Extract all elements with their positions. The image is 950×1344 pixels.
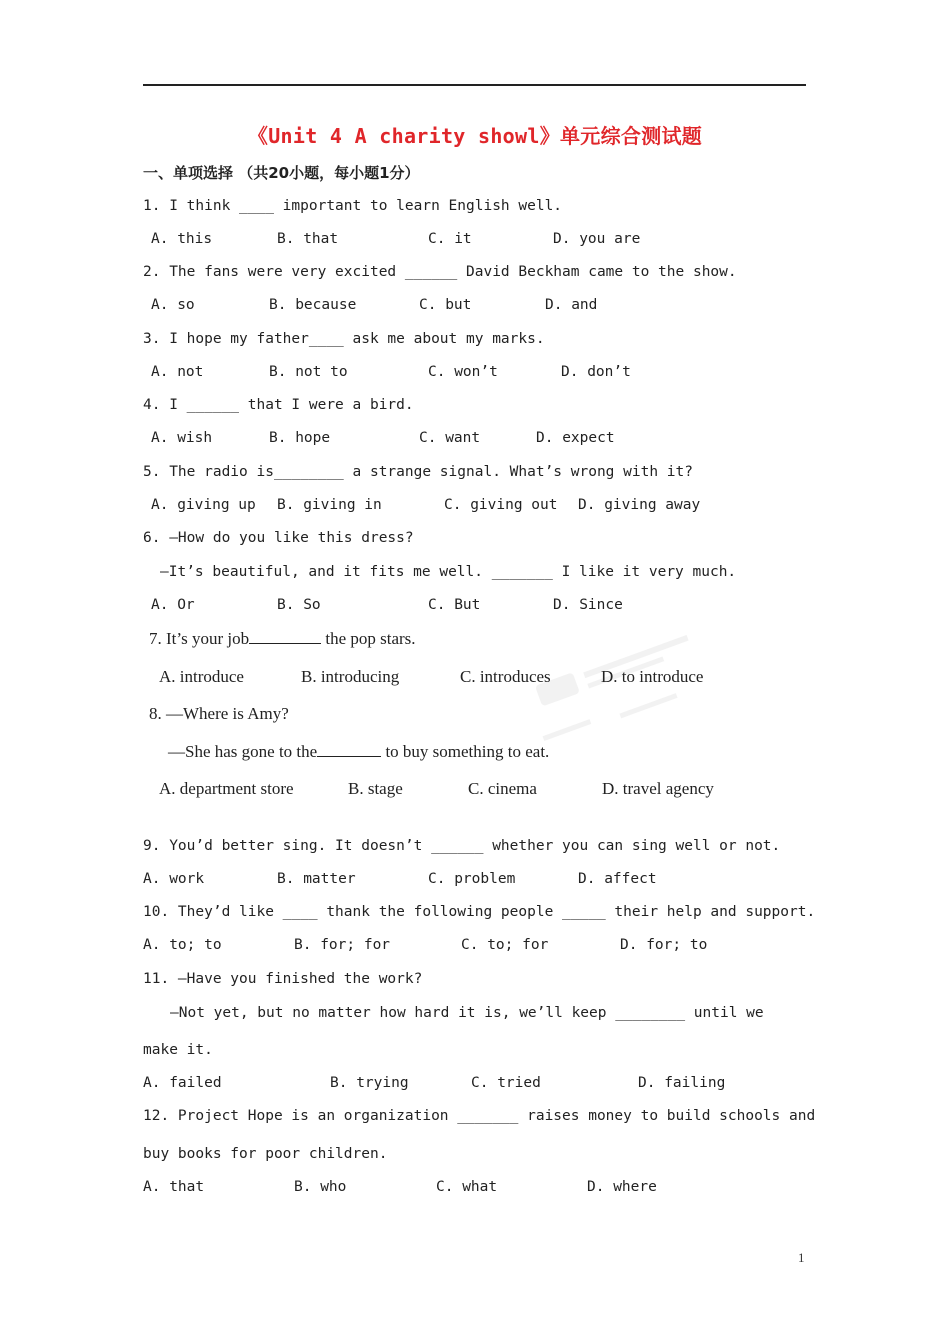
section-heading: 一、单项选择 （共20小题，每小题1分） [143,164,420,182]
option-a: A. wish [151,430,213,446]
option-a: A. introduce [159,667,244,686]
option-d: D. and [545,297,598,313]
option-d: D. giving away [578,497,701,513]
option-d: D. travel agency [602,779,714,798]
option-c: C. tried [471,1075,541,1091]
option-d: D. don’t [561,364,631,380]
answer-blank [249,629,321,644]
option-a: A. Or [151,597,195,613]
option-a: A. department store [159,779,294,798]
question-6-stem: 6. —How do you like this dress? [143,530,414,546]
option-b: B. hope [269,430,331,446]
header-rule [143,84,806,86]
option-c: C. But [428,597,481,613]
option-c: C. to; for [461,937,549,953]
option-c: C. introduces [460,667,551,686]
option-b: B. matter [277,871,356,887]
option-d: D. where [587,1179,657,1195]
option-b: B. trying [330,1075,409,1091]
option-c: C. problem [428,871,516,887]
question-11-stem: 11. —Have you finished the work? [143,971,423,987]
option-b: B. not to [269,364,348,380]
option-d: D. to introduce [601,667,704,686]
watermark-graphic [520,625,730,745]
question-8-stem-start: —She has gone to the [168,742,318,761]
option-d: D. Since [553,597,623,613]
question-6-stem-line-2: —It’s beautiful, and it fits me well. _______ I like it very much. [160,564,737,580]
answer-blank [317,742,381,757]
question-12-stem-line-2: buy books for poor children. [143,1146,388,1162]
option-d: D. affect [578,871,657,887]
question-11-stem-line-2: —Not yet, but no matter how hard it is, we’ll keep ________ until we [170,1005,764,1021]
option-a: A. to; to [143,937,222,953]
question-8-stem-end: to buy something to eat. [385,742,550,761]
page-title: 《Unit 4 A charity showl》单元综合测试题 [247,124,703,148]
question-5-stem: 5. The radio is________ a strange signal. What’s wrong with it? [143,464,693,480]
question-7-stem-end: the pop stars. [325,629,416,648]
option-a: A. so [151,297,195,313]
option-a: A. failed [143,1075,222,1091]
question-8-stem: 8. —Where is Amy? [149,704,289,723]
option-b: B. So [277,597,321,613]
option-b: B. introducing [301,667,400,686]
question-7-stem-start: 7. It’s your job [149,629,250,648]
question-11-stem-line-3: make it. [143,1042,213,1058]
option-c: C. cinema [468,779,537,798]
question-12-stem: 12. Project Hope is an organization _______ raises money to build schools and [143,1108,816,1124]
option-c: C. what [436,1179,498,1195]
option-a: A. work [143,871,205,887]
option-c: C. it [428,231,472,247]
option-b: B. that [277,231,339,247]
page-number: 1 [798,1250,805,1265]
option-c: C. giving out [444,497,558,513]
question-12-options [143,1179,657,1259]
option-d: D. failing [638,1075,726,1091]
question-9-stem: 9. You’d better sing. It doesn’t ______ whether you can sing well or not. [143,838,781,854]
option-b: B. giving in [277,497,382,513]
option-b: B. who [294,1179,347,1195]
option-c: C. won’t [428,364,498,380]
option-c: C. want [419,430,481,446]
question-3-stem: 3. I hope my father____ ask me about my marks. [143,331,545,347]
option-a: A. giving up [151,497,256,513]
option-a: A. this [151,231,213,247]
question-10-stem: 10. They’d like ____ thank the following people _____ their help and support. [143,904,816,920]
option-d: D. expect [536,430,615,446]
option-a: A. that [143,1179,205,1195]
question-4-stem: 4. I ______ that I were a bird. [143,397,414,413]
option-d: D. for; to [620,937,708,953]
question-2-stem: 2. The fans were very excited ______ David Beckham came to the show. [143,264,737,280]
question-8-options [159,779,759,801]
question-8-stem-line-2 [168,742,549,762]
question-1-stem: 1. I think ____ important to learn English well. [143,198,563,214]
question-7-stem [149,629,416,649]
option-d: D. you are [553,231,641,247]
option-a: A. not [151,364,204,380]
option-b: B. because [269,297,357,313]
option-b: B. stage [348,779,403,798]
option-b: B. for; for [294,937,391,953]
option-c: C. but [419,297,472,313]
